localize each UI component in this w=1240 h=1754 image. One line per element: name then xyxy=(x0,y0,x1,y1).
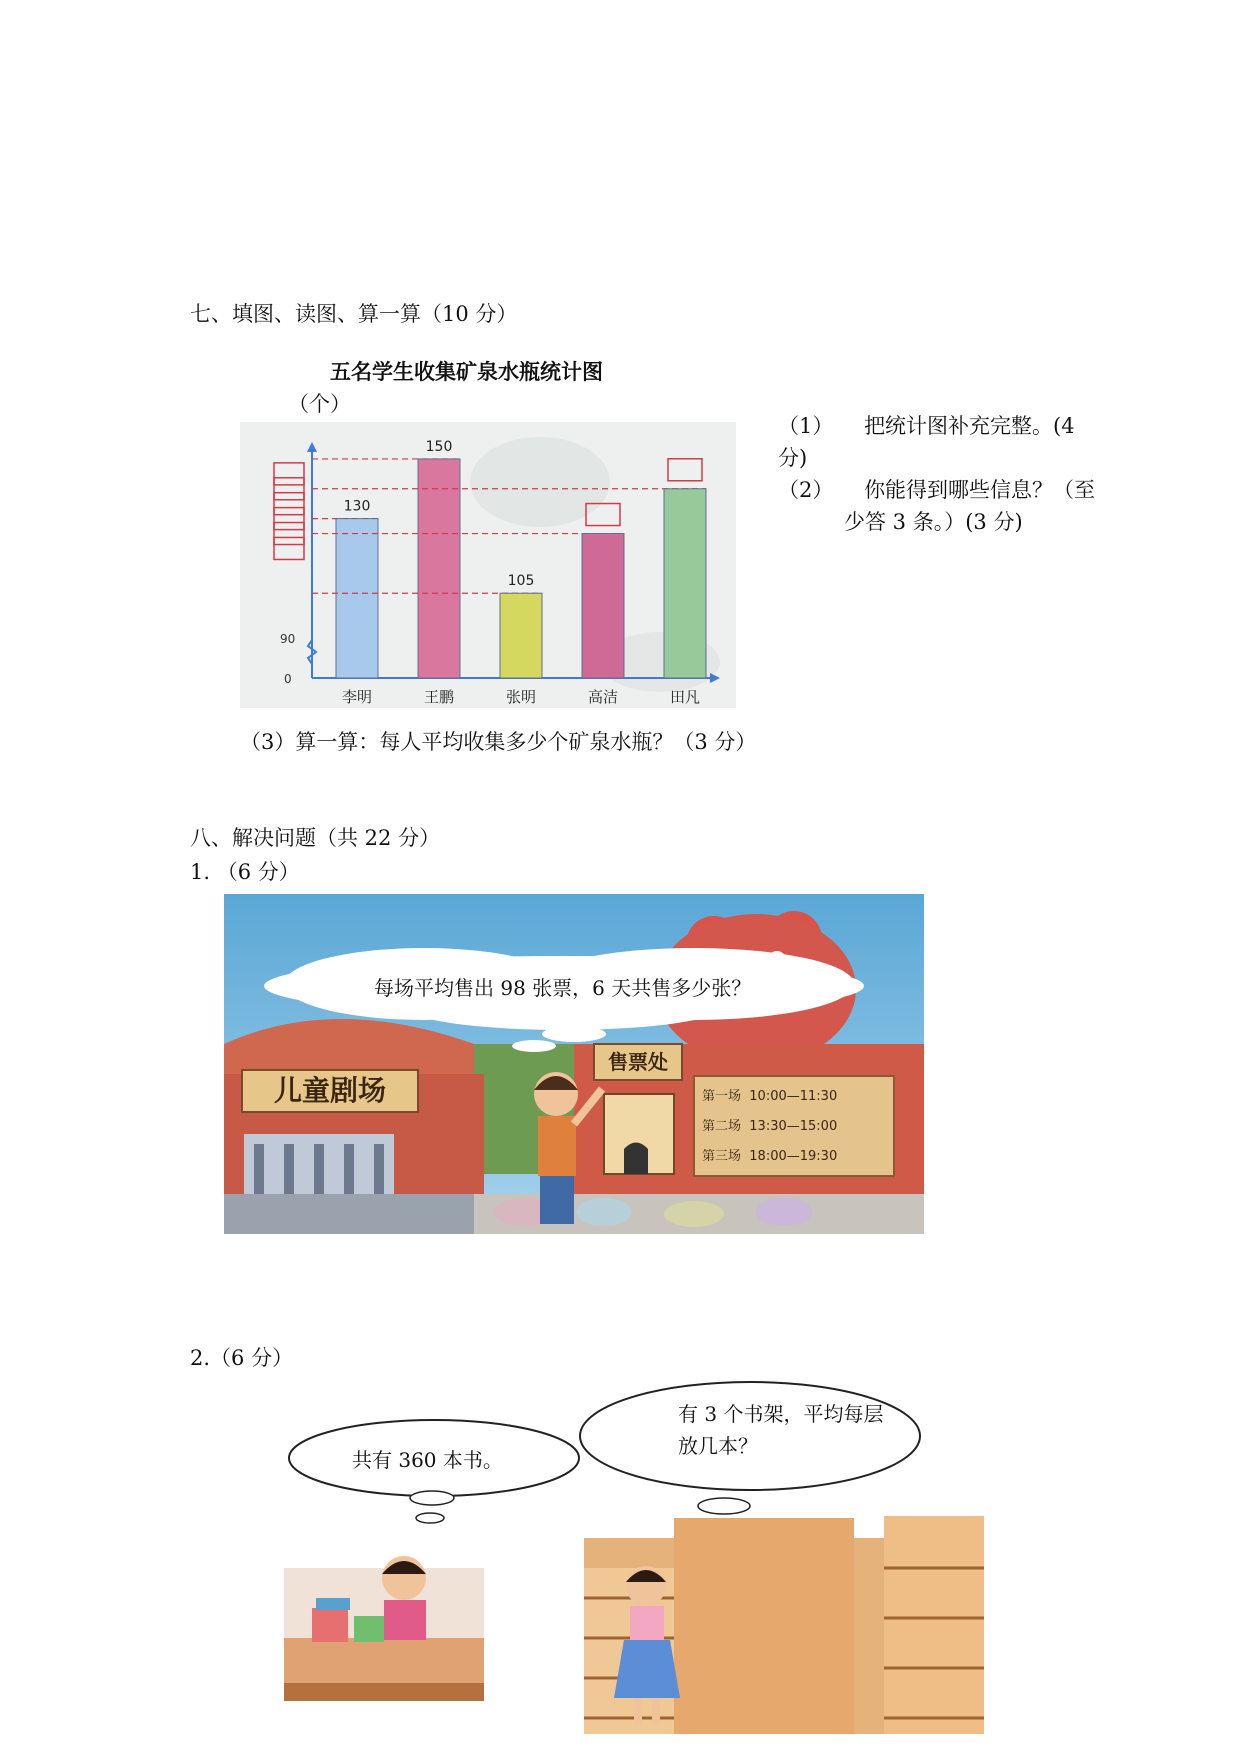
question-2-number: （2） xyxy=(778,478,834,502)
x-tick-label: 田凡 xyxy=(669,688,701,706)
question-3: （3）算一算：每人平均收集多少个矿泉水瓶？（3 分） xyxy=(240,730,757,754)
left-bubble-text: 共有 360 本书。 xyxy=(352,1448,503,1472)
problem-1-bubble-text: 每场平均售出 98 张票，6 天共售多少张？ xyxy=(374,976,752,1000)
question-2-text: 你能得到哪些信息？（至 xyxy=(864,478,1096,502)
background-art xyxy=(470,437,610,527)
section-8-title: 八、解决问题（共 22 分） xyxy=(190,826,441,850)
data-label: 130 xyxy=(343,498,371,515)
chart-unit-label: （个） xyxy=(288,392,351,416)
question-1-text: 把统计图补充完整。(4 分) xyxy=(778,414,1075,470)
theater-illustration xyxy=(224,894,924,1234)
y-tick-label: 0 xyxy=(284,672,292,686)
question-2 xyxy=(778,474,1108,506)
question-1 xyxy=(778,410,1108,474)
right-bubble-line-2: 放几本？ xyxy=(678,1434,758,1458)
schedule-row: 第二场 13:30—15:00 xyxy=(702,1119,838,1134)
problem-2-label: 2.（6 分） xyxy=(190,1346,294,1370)
schedule-row: 第三场 18:00—19:30 xyxy=(702,1149,838,1164)
x-tick-label: 李明 xyxy=(341,688,373,706)
right-bubble-line-1: 有 3 个书架，平均每层 xyxy=(678,1402,884,1426)
x-tick-label: 王鹏 xyxy=(423,688,455,706)
bookshelf-illustration xyxy=(284,1368,984,1734)
bar-李明 xyxy=(336,519,378,678)
question-1-number: （1） xyxy=(778,414,834,438)
bar-张明 xyxy=(500,593,542,678)
bar-chart xyxy=(240,422,736,708)
theater-sign: 儿童剧场 xyxy=(273,1074,386,1107)
x-tick-label: 张明 xyxy=(505,688,537,706)
data-label: 105 xyxy=(507,573,535,590)
schedule-row: 第一场 10:00—11:30 xyxy=(702,1089,838,1104)
chart-title: 五名学生收集矿泉水瓶统计图 xyxy=(330,360,603,384)
data-label: 150 xyxy=(425,438,453,455)
bar-王鹏 xyxy=(418,459,460,678)
bar-田凡 xyxy=(664,489,706,678)
ticket-office-sign: 售票处 xyxy=(608,1050,668,1074)
section-7-title: 七、填图、读图、算一算（10 分） xyxy=(190,302,518,326)
x-tick-label: 高洁 xyxy=(587,688,619,706)
right-bubble-text xyxy=(678,1398,883,1462)
question-2-continued: 少答 3 条。）(3 分) xyxy=(844,510,1023,534)
y-tick-label: 90 xyxy=(280,632,296,646)
problem-1-label: 1. （6 分） xyxy=(190,860,300,884)
show-schedule xyxy=(702,1082,837,1172)
bar-高洁 xyxy=(582,534,624,678)
